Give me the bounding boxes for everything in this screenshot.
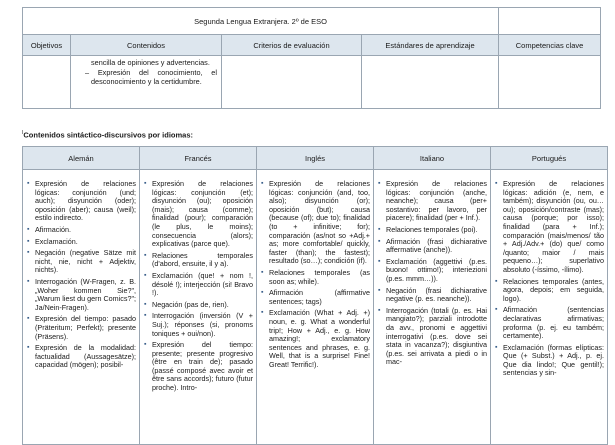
footnote-marker: I [22,130,24,136]
criterios-cell [222,56,362,109]
header-aleman: Alemán [23,147,140,170]
header-contenidos: Contenidos [71,35,222,56]
frances-cell [140,170,257,445]
ingles-cell [257,170,374,445]
contenidos-line: sencilla de opiniones y advertencias. [91,58,210,67]
list-item: ▪ Relaciones temporales (antes, agora, depois; em seguida, logo). [495,278,604,304]
list-item: ▪ Exclamación (formas elípticas: Que (+ Subst.) + Adj., p. ej. Que dia lindo!; Que gentil!); sentencias y sin- [495,344,604,378]
header-criterios: Criterios de evaluación [222,35,362,56]
list-item: ▪ Relaciones temporales (d'abord, ensuite, il y a). [144,252,253,269]
list-item: ▪ Exclamación (aggettivi (p.es. buono! ottimo!); interiezioni (p.es. mmm…)). [378,258,487,284]
list-item: ▪ Exclamación. [27,238,136,247]
list-item: ▪ Expresión del tiempo: pasado (Präteritum; Perfekt); presente (Präsens). [27,315,136,341]
list-item: ▪ Negación (pas de, rien). [144,301,253,310]
list-item: ▪ Expresión de relaciones lógicas: conjunción (anche, neanche); causa (per+ sostantivo: per lavoro, per piacere); finalidad (per + Inf.). [378,180,487,223]
list-item: ▪ Afirmación (sentencias declarativas afirmativas; proforma (p. ej. eu também; certamente). [495,306,604,340]
objetivos-cell [23,56,71,109]
header-ingles: Inglés [257,147,374,170]
header-portugues: Portugués [491,147,608,170]
languages-table [22,146,608,445]
header-italiano: Italiano [374,147,491,170]
aleman-cell [23,170,140,445]
header-objetivos: Objetivos [23,35,71,56]
list-item: ▪ Negación (negative Sätze mit nicht, nie, nicht + Adjektiv, nichts). [27,249,136,275]
list-item: ▪ Interrogación (totali (p. es. Hai mangiato?); parziali introdotte da avv., pronomi e aggettivi interrogativi (p.es. dove sei stata in vacanza?); disgiuntiva (p.es. sei arrivata a piedi o in mac- [378,307,487,367]
list-item: ▪ Relaciones temporales (as soon as; while). [261,269,370,286]
section-title [22,130,193,140]
list-item: ▪ Expresión del tiempo: presente; presente progresivo (être en train de); pasado (passé composé avec avoir et être sans accords); futuro (futur proche). Intro- [144,341,253,393]
table-title: Segunda Lengua Extranjera. 2º de ESO [23,8,499,35]
list-item: ▪ Expresión de la modalidad: factualidad (Aussagesätze); capacidad (mögen); posibil- [27,344,136,370]
list-item: ▪ Expresión de relaciones lógicas: adición (e, nem, e também); disyunción (ou, ou…ou); oposición/contraste (mas); causa (porque; por isso); finalidad (para + Inf.); comparación (mais/menos/ tão + Adj./Adv.+ (do) que/ como /quanto; maior / mais pequeno…); superlativo absoluto (-íssimo, -ílimo). [495,180,604,275]
list-item: ▪ Interrogación (W-Fragen, z. B. „Woher kommen Sie?", „Warum liest du gern Comics?"; Ja/Nein-Fragen). [27,278,136,312]
list-item: ▪ Expresión de relaciones lógicas: conjunción (und; auch); disyunción (oder); oposición (aber); causa (weil); estilo indirecto. [27,180,136,223]
section-title-text: Contenidos sintáctico-discursivos por idiomas: [23,130,194,140]
estandares-cell [362,56,499,109]
list-item: ▪ Relaciones temporales (poi). [378,226,487,235]
curriculum-table [22,7,601,109]
list-item: ▪ Exclamación (que! + nom !, désolé !); interjección (si! Bravo !). [144,272,253,298]
list-item: ▪ Interrogación (inversión (V + Suj.); réponses (si, pronoms toniques + oui/non). [144,312,253,338]
list-item: ▪ Exclamación (What + Adj. +) noun, e. g. What a wonderful trip!; How + Adj., e. g. How amazing!; exclamatory sentences and phrases, e. g. Well, that is a surprise! Fine! Great! Terrific!). [261,309,370,369]
list-item: ▪ Negación (frasi dichiarative negative (p. es. neanche)). [378,287,487,304]
header-estandares: Estándares de aprendizaje [362,35,499,56]
list-item: ▪ Afirmación. [27,226,136,235]
header-competencias: Competencias clave [499,35,601,56]
portugues-cell [491,170,608,445]
header-frances: Francés [140,147,257,170]
list-item: ▪ Expresión de relaciones lógicas: conjunción (and, too, also); disyunción (or); oposición (but); causa (because (of); due to); finalidad (to + infinitive; for); comparación (as/not so +Adj.+ as; more comfortable/ quickly, faster (than); the fastest); resultado (so…); condición (if). [261,180,370,266]
list-item: ▪ Afirmación (affirmative sentences; tags) [261,289,370,306]
list-item: ▪ Afirmación (frasi dichiarative affermative (anche)). [378,238,487,255]
table-title-blank-cell [499,8,601,35]
contenidos-cell [71,56,222,109]
list-item: ▪ Expresión de relaciones lógicas: conjunción (et); disyunción (ou); oposición (mais); causa (comme); finalidad (pour); comparación (le plus, le moins); consecuencia (alors); explicativas (parce que). [144,180,253,249]
italiano-cell [374,170,491,445]
contenidos-line: – Expresión del conocimiento, el desconocimiento y la certidumbre. [85,67,217,87]
competencias-cell [499,56,601,109]
